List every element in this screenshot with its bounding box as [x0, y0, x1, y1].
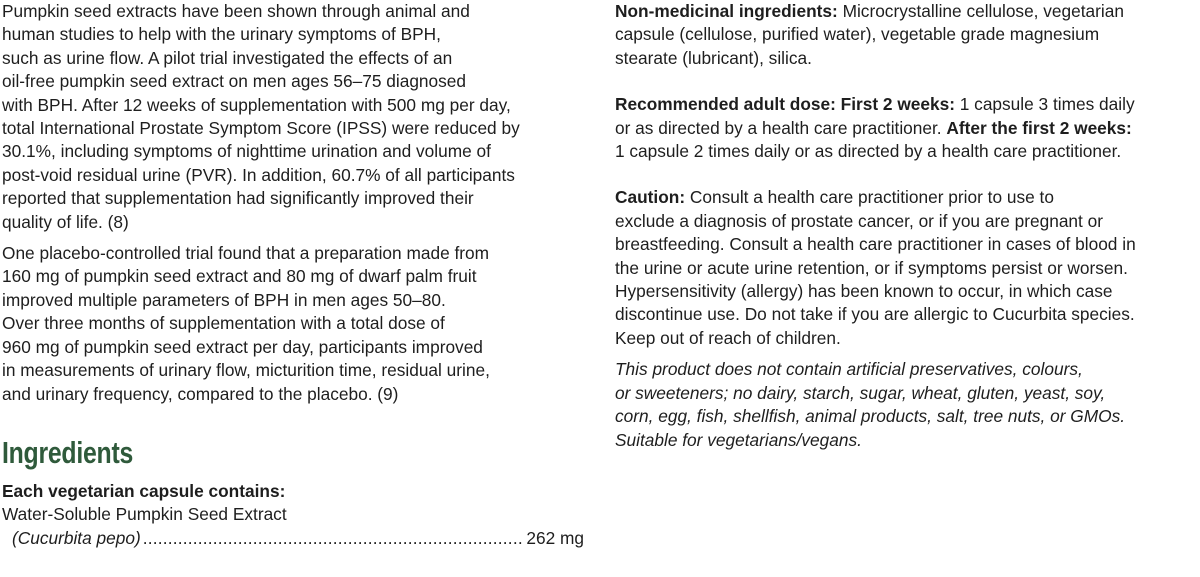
text-line: improved multiple parameters of BPH in men ages 50–80.: [2, 289, 446, 310]
text-line: Hypersensitivity (allergy) has been known to occur, in which case: [615, 281, 1113, 302]
text-line: Over three months of supplementation with a total dose of: [2, 313, 445, 334]
ingredient-name: Water-Soluble Pumpkin Seed Extract: [2, 504, 287, 525]
text-line: stearate (lubricant), silica.: [615, 47, 812, 68]
text-line: and urinary frequency, compared to the placebo. (9): [2, 383, 399, 404]
text-line: capsule (cellulose, purified water), vegetable grade magnesium: [615, 24, 1100, 45]
text-line: This product does not contain artificial preservatives, colours,: [615, 359, 1083, 380]
ingredients-heading: Ingredients: [2, 434, 134, 470]
text-line: 960 mg of pumpkin seed extract per day, participants improved: [2, 336, 483, 357]
text-line: Pumpkin seed extracts have been shown through animal and: [2, 1, 470, 21]
caution-section: [615, 186, 1200, 350]
ingredient-amount: 262 mg: [526, 527, 584, 548]
text-line: 160 mg of pumpkin seed extract and 80 mg of dwarf palm fruit: [2, 266, 477, 287]
text-line: discontinue use. Do not take if you are allergic to Cucurbita species.: [615, 304, 1135, 325]
dot-leader: [143, 527, 525, 550]
right-column: [615, 0, 1200, 452]
recommended-dose: [615, 93, 1200, 163]
text-line: or sweeteners; no dairy, starch, sugar, wheat, gluten, yeast, soy,: [615, 382, 1106, 403]
text-line: oil-free pumpkin seed extract on men ages 56–75 diagnosed: [2, 71, 467, 92]
text-line: One placebo-controlled trial found that a preparation made from: [2, 243, 490, 264]
text-line: quality of life. (8): [2, 211, 129, 232]
free-from-statement: [615, 358, 1200, 452]
text-line: in measurements of urinary flow, micturition time, residual urine,: [2, 360, 490, 381]
text-line: human studies to help with the urinary symptoms of BPH,: [2, 24, 441, 45]
pumpkin-seed-paragraph-1: [2, 0, 592, 234]
caution-label: Caution:: [615, 187, 686, 208]
text-line: total International Prostate Symptom Score (IPSS) were reduced by: [2, 118, 520, 139]
text-line: 30.1%, including symptoms of nighttime urination and volume of: [2, 141, 491, 162]
text-line: the urine or acute urine retention, or if symptoms persist or worsen.: [615, 257, 1128, 278]
text-line: Keep out of reach of children.: [615, 327, 841, 348]
text-line: Suitable for vegetarians/vegans.: [615, 429, 862, 450]
pumpkin-seed-paragraph-2: [2, 242, 592, 406]
text-line: or as directed by a health care practitioner. After the first 2 weeks:: [615, 117, 1132, 138]
dose-label: Recommended adult dose:: [615, 94, 836, 115]
ingredient-latin-name: (Cucurbita pepo): [12, 527, 141, 548]
left-column: [2, 0, 592, 550]
non-medicinal-label: Non-medicinal ingredients:: [615, 1, 838, 21]
text-line: with BPH. After 12 weeks of supplementation with 500 mg per day,: [2, 94, 511, 115]
non-medicinal-ingredients: [615, 0, 1200, 70]
ingredient-amount-row: [2, 527, 584, 550]
text-line: Non-medicinal ingredients: Microcrystalline cellulose, vegetarian: [615, 1, 1124, 21]
text-line: exclude a diagnosis of prostate cancer, or if you are pregnant or: [615, 210, 1104, 231]
text-line: Recommended adult dose: First 2 weeks: 1 capsule 3 times daily: [615, 94, 1135, 115]
text-line: Caution: Consult a health care practitioner prior to use to: [615, 187, 1054, 208]
text-line: 1 capsule 2 times daily or as directed by a health care practitioner.: [615, 141, 1122, 162]
capsule-contains-heading: Each vegetarian capsule contains:: [2, 480, 286, 501]
text-line: post-void residual urine (PVR). In addition, 60.7% of all participants: [2, 164, 515, 185]
text-line: breastfeeding. Consult a health care practitioner in cases of blood in: [615, 234, 1136, 255]
text-line: reported that supplementation had significantly improved their: [2, 188, 474, 209]
text-line: such as urine flow. A pilot trial investigated the effects of an: [2, 47, 453, 68]
text-line: corn, egg, fish, shellfish, animal products, salt, tree nuts, or GMOs.: [615, 406, 1126, 427]
